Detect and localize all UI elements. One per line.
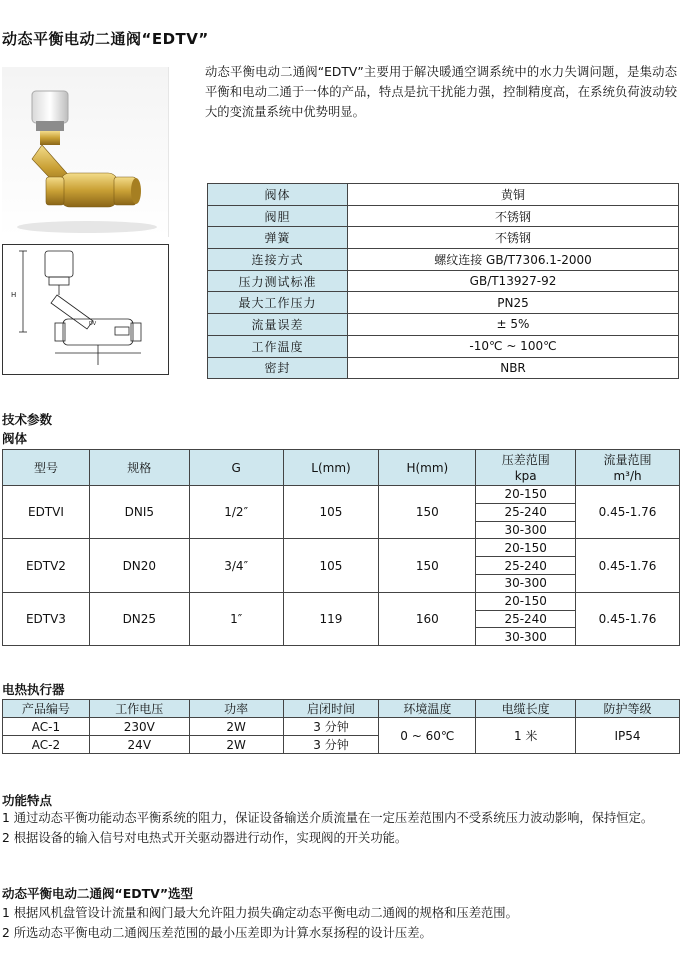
spec-value: -10℃ ~ 100℃ xyxy=(348,335,679,357)
dp-cell: 25-240 xyxy=(476,557,576,575)
spec-row xyxy=(208,314,679,336)
spec-row xyxy=(208,249,679,271)
act-col-time: 启闭时间 xyxy=(283,700,379,718)
flow-cell: 0.45-1.76 xyxy=(576,539,680,592)
valve-dimension-drawing xyxy=(3,245,168,374)
dp-cell: 20-150 xyxy=(476,539,576,557)
col-h-header: H(mm) xyxy=(379,450,476,486)
selection-heading: 动态平衡电动二通阀“EDTV”选型 xyxy=(2,886,194,901)
col-l-header: L(mm) xyxy=(283,450,379,486)
act-voltage-cell: 24V xyxy=(89,736,189,754)
dp-cell: 25-240 xyxy=(476,610,576,628)
spec-key: 工作温度 xyxy=(208,335,348,357)
intro-paragraph: 动态平衡电动二通阀“EDTV”主要用于解决暖通空调系统中的水力失调问题，是集动态平衡和电动二通于一体的产品，特点是抗干扰能力强，控制精度高，在系统负荷波动较大的变流量系统中优势明显。 xyxy=(205,65,677,119)
l-cell: 119 xyxy=(283,592,379,645)
l-cell: 105 xyxy=(283,539,379,592)
selection-list xyxy=(2,903,678,943)
spec-row xyxy=(208,184,679,206)
table-row xyxy=(3,718,680,736)
spec-value: PN25 xyxy=(348,292,679,314)
h-cell: 160 xyxy=(379,592,476,645)
act-col-voltage: 工作电压 xyxy=(89,700,189,718)
act-temp-cell: 0 ~ 60℃ xyxy=(379,718,476,754)
dv-mark-label: DV xyxy=(89,321,97,327)
l-cell: 105 xyxy=(283,486,379,539)
actuator-heading: 电热执行器 xyxy=(2,682,65,697)
act-col-id: 产品编号 xyxy=(3,700,90,718)
spec-key: 流量误差 xyxy=(208,314,348,336)
act-power-cell: 2W xyxy=(189,718,283,736)
feature-item-1: 1 通过动态平衡功能动态平衡系统的阻力，保证设备输送介质流量在一定压差范围内不受系统压力波动影响，保持恒定。 xyxy=(2,811,654,825)
spec-key: 弹簧 xyxy=(208,227,348,249)
act-voltage-cell: 230V xyxy=(89,718,189,736)
material-spec-table xyxy=(207,183,679,379)
product-photo xyxy=(2,67,169,237)
spec-row xyxy=(208,292,679,314)
spec-key: 连接方式 xyxy=(208,249,348,271)
actuator-table xyxy=(2,699,680,754)
features-heading: 功能特点 xyxy=(2,793,53,808)
spec-cell: DN25 xyxy=(89,592,189,645)
valve-drawing xyxy=(2,244,169,375)
flow-header-label: 流量范围 xyxy=(603,452,652,467)
spec-value: NBR xyxy=(348,357,679,379)
spec-value: GB/T13927-92 xyxy=(348,270,679,292)
act-cable-cell: 1 米 xyxy=(476,718,576,754)
spec-row xyxy=(208,205,679,227)
spec-value: 螺纹连接 GB/T7306.1-2000 xyxy=(348,249,679,271)
table-row xyxy=(3,539,680,557)
valve-body-heading: 阀体 xyxy=(2,431,28,446)
h-cell: 150 xyxy=(379,539,476,592)
flow-cell: 0.45-1.76 xyxy=(576,486,680,539)
table-row xyxy=(3,592,680,610)
act-ip-cell: IP54 xyxy=(576,718,680,754)
g-cell: 1/2″ xyxy=(189,486,283,539)
col-spec-header: 规格 xyxy=(89,450,189,486)
flow-cell: 0.45-1.76 xyxy=(576,592,680,645)
features-list xyxy=(2,808,678,848)
spec-key: 最大工作压力 xyxy=(208,292,348,314)
valve-photo-image xyxy=(2,67,169,237)
col-flow-header xyxy=(576,450,680,486)
act-time-cell: 3 分钟 xyxy=(283,736,379,754)
act-time-cell: 3 分钟 xyxy=(283,718,379,736)
dp-cell: 20-150 xyxy=(476,592,576,610)
spec-cell: DN20 xyxy=(89,539,189,592)
tech-params-heading: 技术参数 xyxy=(2,412,53,427)
valve-table-header-row xyxy=(3,450,680,486)
g-cell: 3/4″ xyxy=(189,539,283,592)
valve-parameter-table xyxy=(2,449,680,646)
g-cell: 1″ xyxy=(189,592,283,645)
spec-row xyxy=(208,357,679,379)
act-col-temp: 环境温度 xyxy=(379,700,476,718)
dp-cell: 30-300 xyxy=(476,628,576,646)
spec-key: 密封 xyxy=(208,357,348,379)
col-model-header: 型号 xyxy=(3,450,90,486)
act-id-cell: AC-2 xyxy=(3,736,90,754)
flow-header-unit: m³/h xyxy=(613,468,642,483)
page-title: 动态平衡电动二通阀“EDTV” xyxy=(2,30,209,48)
spec-row xyxy=(208,270,679,292)
spec-value: 不锈钢 xyxy=(348,227,679,249)
dp-header-unit: kpa xyxy=(514,468,537,483)
dimension-h-label: H xyxy=(11,291,17,299)
act-id-cell: AC-1 xyxy=(3,718,90,736)
spec-key: 压力测试标准 xyxy=(208,270,348,292)
dp-cell: 30-300 xyxy=(476,574,576,592)
table-row xyxy=(3,486,680,504)
selection-item-1: 1 根据风机盘管设计流量和阀门最大允许阻力损失确定动态平衡电动二通阀的规格和压差范围。 xyxy=(2,906,518,920)
act-col-ip: 防护等级 xyxy=(576,700,680,718)
actuator-header-row xyxy=(3,700,680,718)
spec-row xyxy=(208,227,679,249)
col-g-header: G xyxy=(189,450,283,486)
act-col-power: 功率 xyxy=(189,700,283,718)
spec-value: 不锈钢 xyxy=(348,205,679,227)
model-cell: EDTV2 xyxy=(3,539,90,592)
feature-item-2: 2 根据设备的输入信号对电热式开关驱动器进行动作，实现阀的开关功能。 xyxy=(2,831,408,845)
spec-row xyxy=(208,335,679,357)
dp-header-label: 压差范围 xyxy=(501,452,550,467)
spec-key: 阀体 xyxy=(208,184,348,206)
h-cell: 150 xyxy=(379,486,476,539)
spec-value: ± 5% xyxy=(348,314,679,336)
model-cell: EDTVI xyxy=(3,486,90,539)
selection-item-2: 2 所选动态平衡电动二通阀压差范围的最小压差即为计算水泵扬程的设计压差。 xyxy=(2,926,432,940)
spec-value: 黄铜 xyxy=(348,184,679,206)
act-col-cable: 电缆长度 xyxy=(476,700,576,718)
spec-key: 阀胆 xyxy=(208,205,348,227)
dp-cell: 20-150 xyxy=(476,486,576,504)
model-cell: EDTV3 xyxy=(3,592,90,645)
act-power-cell: 2W xyxy=(189,736,283,754)
spec-cell: DNI5 xyxy=(89,486,189,539)
col-dp-header xyxy=(476,450,576,486)
dp-cell: 25-240 xyxy=(476,503,576,521)
dp-cell: 30-300 xyxy=(476,521,576,539)
